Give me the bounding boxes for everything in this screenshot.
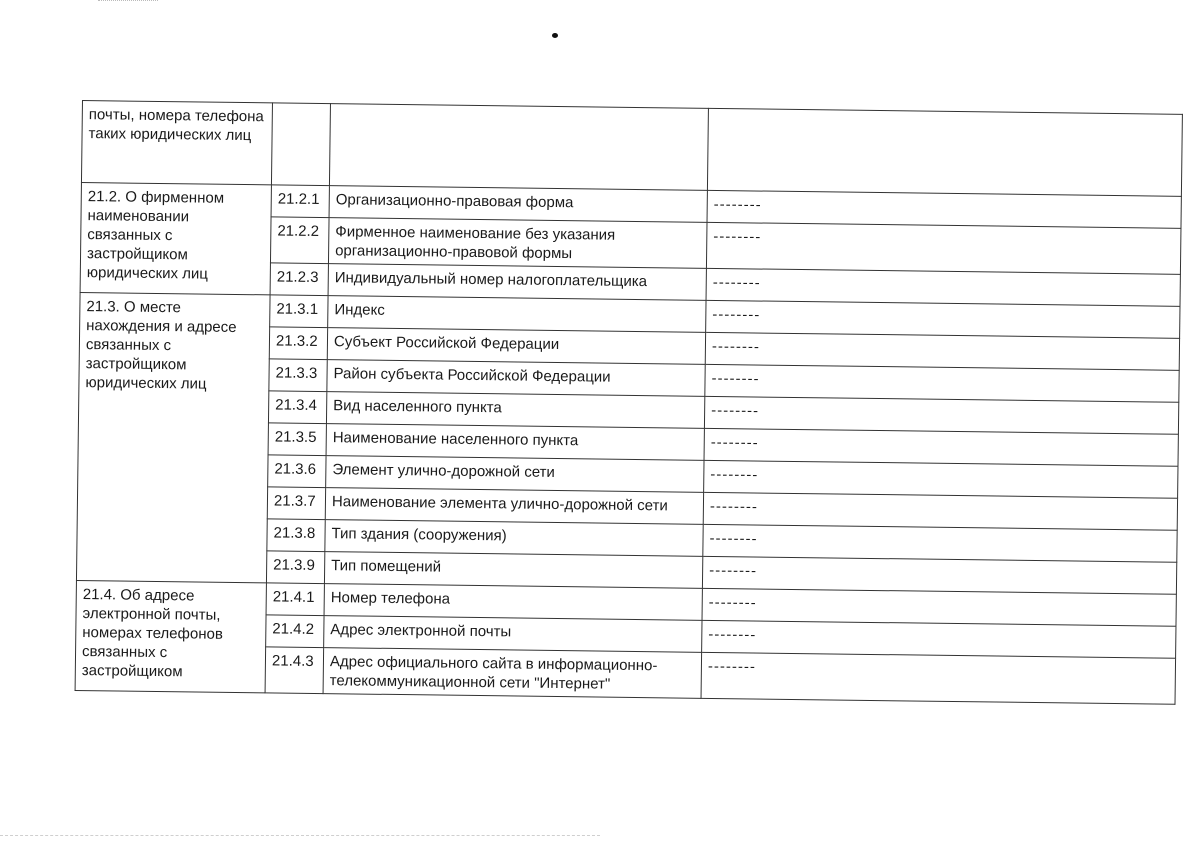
row-label: Элемент улично-дорожной сети — [326, 456, 704, 493]
row-code: 21.2.3 — [270, 263, 328, 296]
row-value: -------- — [703, 492, 1177, 530]
row-label: Субъект Российской Федерации — [327, 328, 705, 365]
form-table-container — [75, 100, 1182, 705]
row-code: 21.4.3 — [265, 647, 324, 694]
row-label: Вид населенного пункта — [326, 392, 704, 429]
row-code: 21.3.2 — [269, 327, 327, 360]
scan-speck — [552, 33, 558, 38]
row-label: Тип здания (сооружения) — [325, 520, 703, 557]
row-label: Наименование населенного пункта — [326, 424, 704, 461]
row-value: -------- — [705, 332, 1179, 370]
row-label: Район субъекта Российской Федерации — [327, 360, 705, 397]
row-value: -------- — [702, 588, 1176, 626]
row-value: -------- — [702, 620, 1176, 658]
table-row-continuation — [81, 101, 1182, 197]
row-code: 21.3.4 — [268, 391, 326, 424]
row-value: -------- — [702, 556, 1176, 594]
row-code: 21.3.1 — [270, 295, 328, 328]
row-value: -------- — [707, 190, 1181, 228]
section-title-21-3: 21.3. О месте нахождения и адресе связанных с застройщиком юридических лиц — [76, 292, 270, 582]
row-value: -------- — [706, 300, 1180, 338]
row-code: 21.3.8 — [267, 519, 325, 552]
section-title-21-2: 21.2. О фирменном наименовании связанных с застройщиком юридических лиц — [80, 182, 271, 294]
row-value: -------- — [706, 268, 1180, 306]
row-value: -------- — [701, 652, 1176, 704]
row-code: 21.3.3 — [269, 359, 327, 392]
row-code: 21.2.2 — [270, 217, 329, 264]
section-title-continuation: почты, номера телефона таких юридических лиц — [81, 101, 272, 185]
row-code: 21.3.6 — [268, 455, 326, 488]
row-code: 21.3.5 — [268, 423, 326, 456]
section-title-21-4: 21.4. Об адресе электронной почты, номерах телефонов связанных с застройщиком — [75, 580, 266, 692]
row-value: -------- — [706, 222, 1181, 274]
row-value: -------- — [704, 396, 1178, 434]
row-label: Наименование элемента улично-дорожной сети — [325, 488, 703, 525]
code-cell-empty — [271, 103, 330, 186]
scan-edge-line — [0, 835, 600, 837]
row-code: 21.3.7 — [267, 487, 325, 520]
scan-artifact — [98, 0, 158, 5]
row-code: 21.3.9 — [266, 551, 324, 584]
row-label: Фирменное наименование без указания организационно-правовой формы — [328, 218, 707, 269]
row-label: Организационно-правовая форма — [329, 186, 707, 223]
row-label: Индивидуальный номер налогоплательщика — [328, 264, 706, 301]
row-label: Тип помещений — [324, 552, 702, 589]
label-cell-empty — [329, 104, 708, 191]
value-cell-empty — [707, 108, 1182, 196]
row-label: Номер телефона — [324, 584, 702, 621]
row-label: Индекс — [328, 296, 706, 333]
row-code: 21.2.1 — [271, 185, 329, 218]
row-value: -------- — [703, 524, 1177, 562]
row-label: Адрес официального сайта в информационно-телекоммуникационной сети "Интернет" — [323, 648, 702, 699]
row-value: -------- — [704, 460, 1178, 498]
row-value: -------- — [705, 364, 1179, 402]
row-code: 21.4.1 — [266, 583, 324, 616]
row-value: -------- — [704, 428, 1178, 466]
disclosure-table — [75, 100, 1183, 705]
row-code: 21.4.2 — [266, 615, 324, 648]
row-label: Адрес электронной почты — [324, 616, 702, 653]
